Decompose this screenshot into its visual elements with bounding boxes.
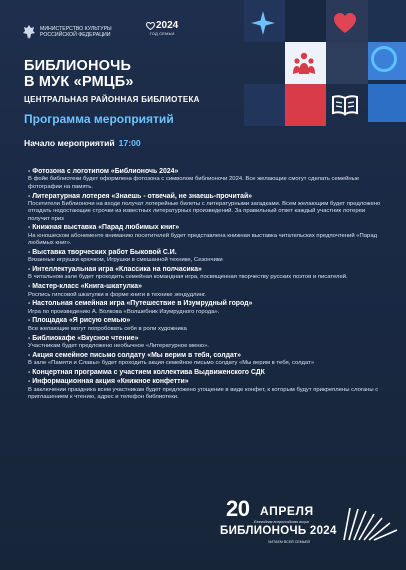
event-description: Игра по произведению А. Волкова «Волшебник Изумрудного города». xyxy=(28,308,220,315)
tile-background xyxy=(326,42,368,84)
event-title: - Библиокафе «Вкусное чтение» xyxy=(28,334,139,342)
event-item xyxy=(28,378,384,401)
ministry-line: РОССИЙСКОЙ ФЕДЕРАЦИИ xyxy=(40,32,111,38)
title-line: В МУК «РМЦБ» xyxy=(24,74,134,90)
title-line: БИБЛИОНОЧЬ xyxy=(24,58,132,74)
event-title: - Мастер-класс «Книга-шкатулка» xyxy=(28,283,142,291)
event-title: - Фотозона с логотипом «Библионочь 2024» xyxy=(28,168,179,175)
event-title: - Акция семейное письмо солдату «Мы верим в тебя, солдат» xyxy=(28,351,241,359)
event-description: На юношеском абонементе вниманию посетителей будет представлена книжная выставка читательских предпочтений «Парад любимых книг». xyxy=(28,232,378,247)
biblionight-logo xyxy=(220,496,406,570)
tile-background xyxy=(368,84,406,122)
event-title: - Книжная выставка «Парад любимых книг» xyxy=(28,224,180,232)
year-caption: ГОД СЕМЬИ xyxy=(149,31,175,36)
book-fan-icon xyxy=(340,506,400,542)
event-description: Роспись гипсовой шкатулки в форме книги в технике зендудлинг. xyxy=(28,291,207,298)
events-list xyxy=(28,168,384,403)
event-item xyxy=(28,283,384,299)
heart-outline-icon xyxy=(146,22,155,30)
event-item xyxy=(28,249,384,265)
year-text: 2024 xyxy=(156,20,179,31)
event-description: Вязанные игрушки крючком, Игрушки в смешанной технике, Сезончики xyxy=(28,257,223,264)
event-title: - Литературная лотерея «Знаешь - отвечай, не знаешь-прочитай» xyxy=(28,192,253,200)
event-item xyxy=(28,300,384,316)
tile-background xyxy=(285,0,326,42)
tile-background xyxy=(368,0,406,42)
event-description: Посетители Библионочи на входе получат лотерейные билеты с литературными загадками. Всем желающим будет предложено отгадать недостающие строчки из известных литературных произведений. За правильный ответ каждый участник лотереи получит приз xyxy=(28,200,381,222)
event-name: БИБЛИОНОЧЬ 2024 xyxy=(220,525,337,537)
event-month: АПРЕЛЯ xyxy=(260,504,314,518)
event-tagline: ЧИТАЕМ ВСЕЙ СЕМЬЕЙ xyxy=(268,540,311,544)
heart-icon xyxy=(326,4,364,42)
page-title xyxy=(24,58,134,90)
ministry-logo xyxy=(22,24,122,40)
library-name: ЦЕНТРАЛЬНАЯ РАЙОННАЯ БИБЛИОТЕКА xyxy=(24,95,200,104)
event-item xyxy=(28,369,384,377)
event-item xyxy=(28,224,384,247)
event-description: Участникам будет предложено необычное «Литературное меню». xyxy=(28,342,209,349)
event-title: - Концертная программа с участием коллектива Выдвиженского СДК xyxy=(28,368,265,376)
ministry-name xyxy=(40,26,122,38)
book-icon xyxy=(326,86,364,124)
sparkle-icon xyxy=(244,4,282,42)
circle-icon xyxy=(371,46,397,72)
event-item xyxy=(28,317,384,333)
emblem-icon xyxy=(22,24,36,40)
event-description: Все желающие могут попробовать себя в роли художника xyxy=(28,325,187,332)
tile-background xyxy=(285,84,326,126)
year-number xyxy=(146,20,178,31)
event-item xyxy=(28,266,384,282)
tile-background xyxy=(244,84,285,126)
start-time-row xyxy=(24,138,141,148)
event-item xyxy=(28,168,384,191)
program-heading: Программа мероприятий xyxy=(24,112,174,126)
event-description: В фойе библиотеки будет оформлена фотозона с символом библионочи 2024. Все желающие смогут сделать семейные фотографии на память. xyxy=(28,176,360,190)
event-day: 20 xyxy=(226,496,250,521)
event-description: В заключении праздника всем участникам будет предложено угощение в виде конфет, к которым будут прикреплены слоганы с приглашением к чтению, адрес и телефон библиотеки. xyxy=(28,386,379,401)
people-icon xyxy=(285,44,323,82)
event-item xyxy=(28,193,384,224)
event-title: - Настольная семейная игра «Путешествие в Изумрудный город» xyxy=(28,300,253,308)
year-of-family-logo xyxy=(146,20,178,36)
start-label: Начало мероприятий xyxy=(24,138,115,148)
event-description: В зале «Памяти и Славы» будет проходить акция семейное письмо солдату «Мы верим в тебя, солдат» xyxy=(28,360,315,367)
event-title: - Выставка творческих работ Быковой С.И. xyxy=(28,248,177,256)
ministry-line: МИНИСТЕРСТВО КУЛЬТУРЫ xyxy=(40,26,112,32)
event-item xyxy=(28,352,384,368)
event-caption: Ежегодная всероссийская акция xyxy=(254,520,309,524)
event-description: В читальном зале будет проходить семейная командная игра, посвященная творчеству русских поэтов и писателей. xyxy=(28,274,348,281)
event-title: - Информационная акция «Книжное конфетти» xyxy=(28,378,189,386)
event-item xyxy=(28,335,384,351)
event-title: - Площадка «Я рисую семью» xyxy=(28,317,131,325)
start-time: 17:00 xyxy=(118,138,141,148)
event-title: - Интеллектуальная игра «Классика на полчасика» xyxy=(28,266,202,274)
